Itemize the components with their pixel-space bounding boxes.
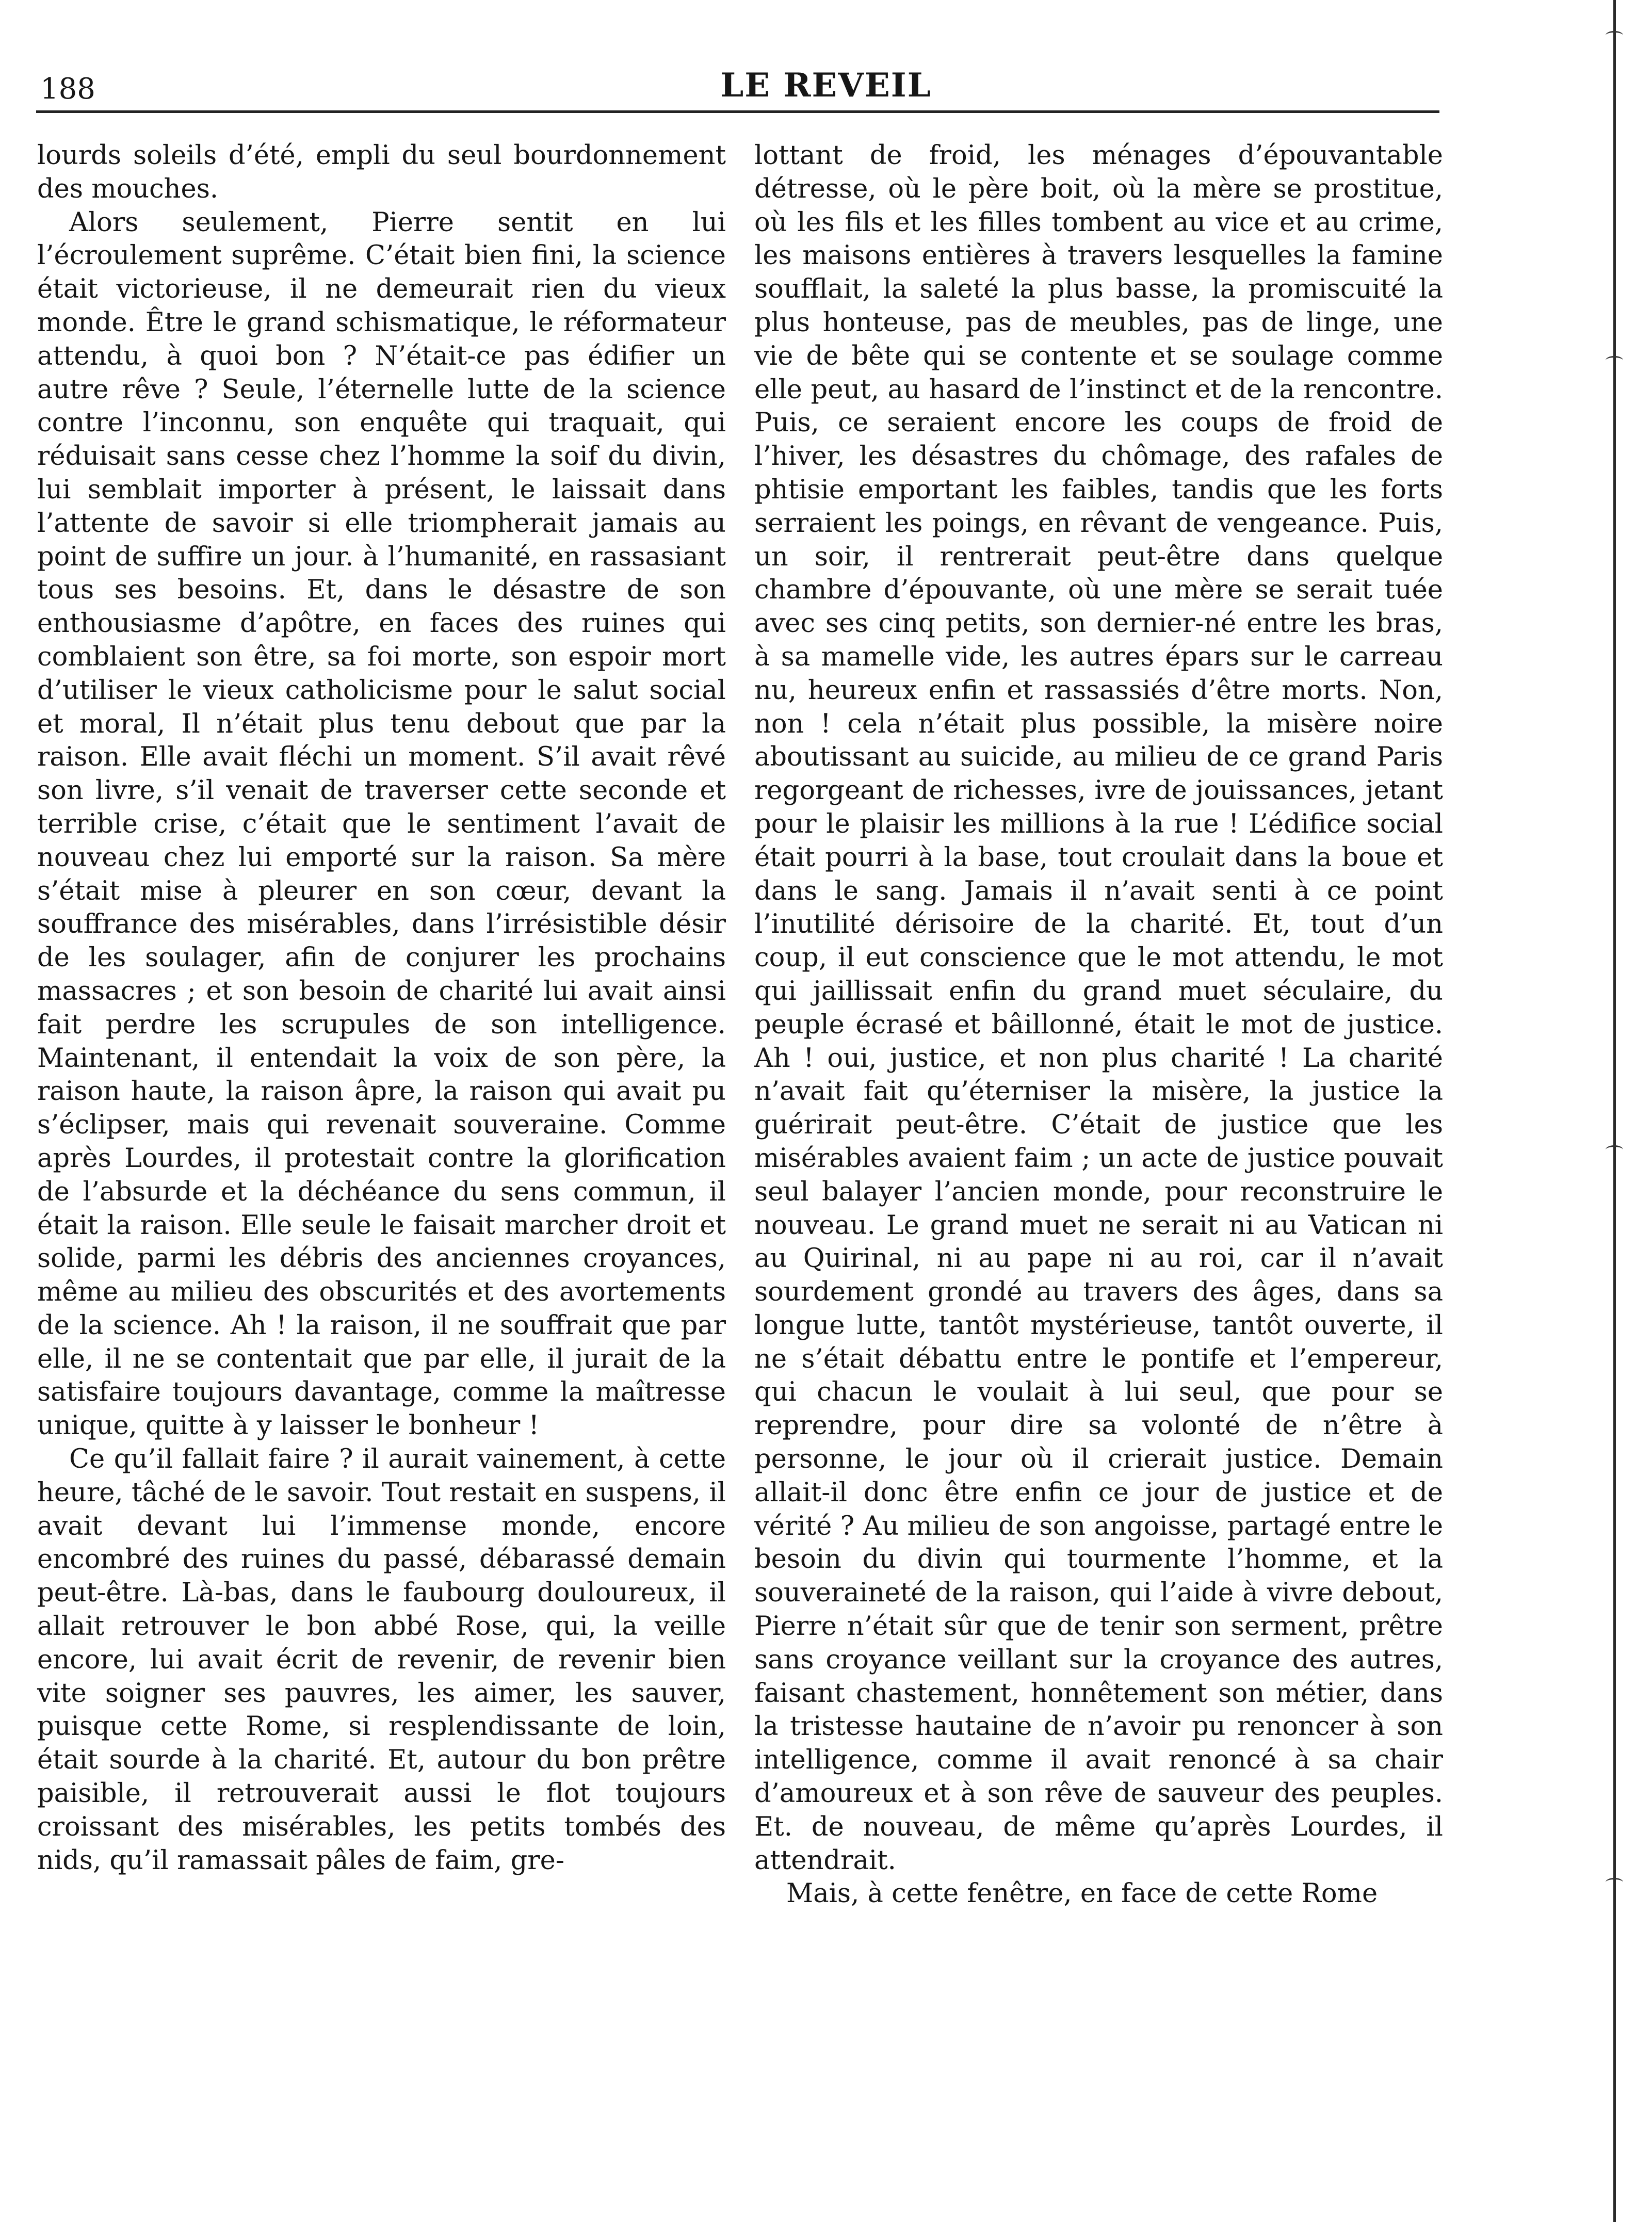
header-rule [36, 110, 1439, 113]
page-number: 188 [40, 72, 95, 106]
paragraph: lottant de froid, les ménages d’épouvantable détresse, où le père boit, où la mère se prostitue, où les fils et les filles tombent au vice et au crime, les maisons entières à travers lesquelles la famine soufflait, la saleté la plus basse, la promiscuité la plus honteuse, pas de meubles, pas de linge, une vie de bête qui se contente et se soulage comme elle peut, au hasard de l’instinct et de la rencontre. Puis, ce seraient encore les coups de froid de l’hiver, les désastres du chômage, des rafales de phtisie emportant les faibles, tandis que les forts serraient les poings, en rêvant de vengeance. Puis, un soir, il rentrerait peut-être dans quelque chambre d’épouvante, où une mère se serait tuée avec ses cinq petits, son dernier-né entre les bras, à sa mamelle vide, les autres épars sur le carreau nu, heureux enfin et rassassiés d’être morts. Non, non ! cela n’était plus possible, la misère noire aboutissant au suicide, au milieu de ce grand Paris regorgeant de richesses, ivre de jouissances, jetant pour le plaisir les millions à la rue ! L’édifice social était pourri à la base, tout croulait dans la boue et dans le sang. Jamais il n’avait senti à ce point l’inutilité dérisoire de la charité. Et, tout d’un coup, il eut conscience que le mot attendu, le mot qui jaillissait enfin du grand muet séculaire, du peuple écrasé et bâillonné, était le mot de justice. Ah ! oui, justice, et non plus charité ! La charité n’avait fait qu’éterniser la misère, la justice la guérirait peut-être. C’était de justice que les misérables avaient faim ; un acte de justice pouvait seul balayer l’ancien monde, pour reconstruire le nouveau. Le grand muet ne serait ni au Vatican ni au Quirinal, ni au pape ni au roi, car il n’avait sourdement grondé au travers des âges, dans sa longue lutte, tantôt mystérieuse, tantôt ouverte, il ne s’était débattu entre le pontife et l’empereur, qui chacun le voulait à lui seul, que pour se reprendre, pour dire sa volonté de n’être à personne, le jour où il crierait justice. Demain allait-il donc être enfin ce jour de justice et de vérité ? Au milieu de son angoisse, partagé entre le besoin du divin qui tourmente l’homme, et la souveraineté de la raison, qui l’aide à vivre debout, Pierre n’était sûr que de tenir son serment, prêtre sans croyance veillant sur la croyance des autres, faisant chastement, honnêtement son métier, dans la tristesse hautaine de n’avoir pu renoncer à son intelligence, comme il avait renoncé à sa chair d’amoureux et à son rêve de sauveur des peuples. Et. de nouveau, de même qu’après Lourdes, il attendrait. [754, 140, 1443, 1876]
paragraph: Mais, à cette fenêtre, en face de cette Rome [786, 1878, 1378, 1909]
running-title: LE REVEIL [720, 66, 932, 105]
binding-edge [1613, 0, 1616, 2222]
paragraph: Alors seulement, Pierre sentit en lui l’écroulement suprême. C’était bien fini, la science était victorieuse, il ne demeurait rien du vieux monde. Être le grand schismatique, le réformateur attendu, à quoi bon ? N’était-ce pas édifier un autre rêve ? Seule, l’éternelle lutte de la science contre l’inconnu, son enquête qui traquait, qui réduisait sans cesse chez l’homme la soif du divin, lui semblait importer à présent, le laissait dans l’attente de savoir si elle triompherait jamais au point de suffire un jour. à l’humanité, en rassasiant tous ses besoins. Et, dans le désastre de son enthousiasme d’apôtre, en faces des ruines qui comblaient son être, sa foi morte, son espoir mort d’utiliser le vieux catholicisme pour le salut social et moral, Il n’était plus tenu debout que par la raison. Elle avait fléchi un moment. S’il avait rêvé son livre, s’il venait de traverser cette seconde et terrible crise, c’était que le sentiment l’avait de nouveau chez lui emporté sur la raison. Sa mère s’était mise à pleurer en son cœur, devant la souffrance des misérables, dans l’irrésistible désir de les soulager, afin de conjurer les prochains massacres ; et son besoin de charité lui avait ainsi fait perdre les scrupules de son intelligence. Maintenant, il entendait la voix de son père, la raison haute, la raison âpre, la raison qui avait pu s’éclipser, mais qui revenait souveraine. Comme après Lourdes, il protestait contre la glorification de l’absurde et la déchéance du sens commun, il était la raison. Elle seule le faisait marcher droit et solide, parmi les débris des anciennes croyances, même au milieu des obscurités et des avortements de la science. Ah ! la raison, il ne souffrait que par elle, il ne se contentait que par elle, il jurait de la satisfaire toujours davantage, comme la maîtresse unique, quitte à y laisser le bonheur ! [37, 207, 726, 1441]
binding-mark [1606, 1878, 1623, 1887]
paragraph: Ce qu’il fallait faire ? il aurait vainement, à cette heure, tâché de le savoir. Tout restait en suspens, il avait devant lui l’immense monde, encore encombré des ruines du passé, débarassé demain peut-être. Là-bas, dans le faubourg douloureux, il allait retrouver le bon abbé Rose, qui, la veille encore, lui avait écrit de revenir, de revenir bien vite soigner ses pauvres, les aimer, les sauver, puisque cette Rome, si resplendissante de loin, était sourde à la charité. Et, autour du bon prêtre paisible, il retrouverait aussi le flot toujours croissant des misérables, les petits tombés des nids, qu’il ramassait pâles de faim, gre- [37, 1444, 726, 1876]
left-column [37, 139, 726, 1877]
right-column [754, 139, 1443, 1911]
binding-mark [1606, 356, 1623, 365]
paragraph: lourds soleils d’été, empli du seul bourdonnement des mouches. [37, 140, 726, 204]
binding-mark [1606, 1145, 1623, 1154]
binding-mark [1606, 31, 1623, 40]
